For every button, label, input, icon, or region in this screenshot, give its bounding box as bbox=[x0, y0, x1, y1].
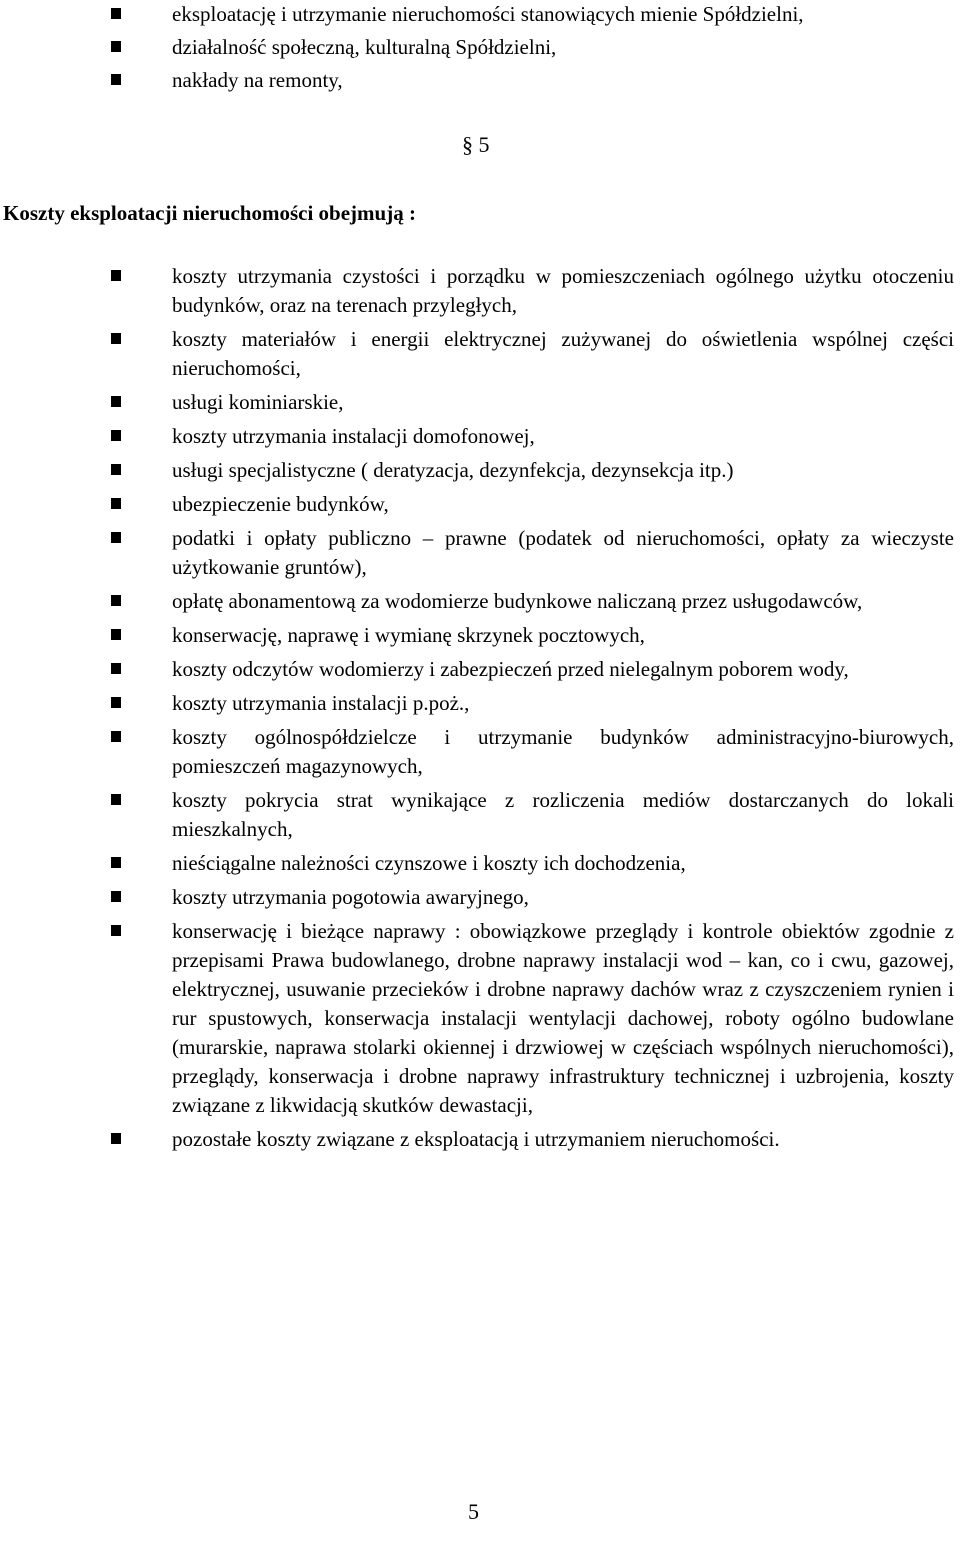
square-bullet-icon bbox=[111, 629, 121, 640]
square-bullet-icon bbox=[111, 697, 121, 708]
top-bullet-list bbox=[0, 0, 960, 99]
square-bullet-icon bbox=[111, 498, 121, 509]
list-item: koszty utrzymania pogotowia awaryjnego, bbox=[0, 883, 960, 912]
costs-bullet-list bbox=[0, 262, 960, 1159]
list-item: konserwację, naprawę i wymianę skrzynek pocztowych, bbox=[0, 621, 960, 650]
list-item: podatki i opłaty publiczno – prawne (podatek od nieruchomości, opłaty za wieczyste użytkowanie gruntów), bbox=[0, 524, 960, 582]
list-item: usługi specjalistyczne ( deratyzacja, dezynfekcja, dezynsekcja itp.) bbox=[0, 456, 960, 485]
list-item: działalność społeczną, kulturalną Spółdzielni, bbox=[0, 33, 960, 62]
list-item: nakłady na remonty, bbox=[0, 66, 960, 95]
list-item: opłatę abonamentową za wodomierze budynkowe naliczaną przez usługodawców, bbox=[0, 587, 960, 616]
square-bullet-icon bbox=[111, 464, 121, 475]
square-bullet-icon bbox=[111, 41, 121, 52]
list-item: eksploatację i utrzymanie nieruchomości stanowiących mienie Spółdzielni, bbox=[0, 0, 960, 29]
list-item: konserwację i bieżące naprawy : obowiązkowe przeglądy i kontrole obiektów zgodnie z przepisami Prawa budowlanego, drobne naprawy instalacji wod – kan, co i cwu, gazowej, elektrycznej, usuwanie przecieków i drobne naprawy dachów wraz z czyszczeniem rynien i rur spustowych, konserwacja instalacji wentylacji dachowej, roboty ogólno budowlane (murarskie, naprawa stolarki okiennej i drzwiowej w częściach wspólnych nieruchomości), przeglądy, konserwacja i drobne naprawy infrastruktury technicznej i uzbrojenia, koszty związane z likwidacją skutków dewastacji, bbox=[0, 917, 960, 1120]
list-item: koszty materiałów i energii elektrycznej zużywanej do oświetlenia wspólnej części nieruchomości, bbox=[0, 325, 960, 383]
square-bullet-icon bbox=[111, 532, 121, 543]
list-item: pozostałe koszty związane z eksploatacją i utrzymaniem nieruchomości. bbox=[0, 1125, 960, 1154]
list-item: koszty pokrycia strat wynikające z rozliczenia mediów dostarczanych do lokali mieszkalnych, bbox=[0, 786, 960, 844]
section-heading: Koszty eksploatacji nieruchomości obejmują : bbox=[3, 201, 416, 225]
list-item: koszty odczytów wodomierzy i zabezpieczeń przed nielegalnym poborem wody, bbox=[0, 655, 960, 684]
square-bullet-icon bbox=[111, 595, 121, 606]
square-bullet-icon bbox=[111, 396, 121, 407]
list-item: ubezpieczenie budynków, bbox=[0, 490, 960, 519]
list-item: usługi kominiarskie, bbox=[0, 388, 960, 417]
list-item: nieściągalne należności czynszowe i koszty ich dochodzenia, bbox=[0, 849, 960, 878]
square-bullet-icon bbox=[111, 794, 121, 805]
page-number: 5 bbox=[468, 1499, 479, 1524]
square-bullet-icon bbox=[111, 663, 121, 674]
square-bullet-icon bbox=[111, 8, 121, 19]
square-bullet-icon bbox=[111, 333, 121, 344]
list-item: koszty utrzymania czystości i porządku w pomieszczeniach ogólnego użytku otoczeniu budynków, oraz na terenach przyległych, bbox=[0, 262, 960, 320]
square-bullet-icon bbox=[111, 925, 121, 936]
section-number: § 5 bbox=[462, 132, 490, 157]
square-bullet-icon bbox=[111, 74, 121, 85]
list-item: koszty utrzymania instalacji domofonowej, bbox=[0, 422, 960, 451]
list-item: koszty utrzymania instalacji p.poż., bbox=[0, 689, 960, 718]
square-bullet-icon bbox=[111, 731, 121, 742]
square-bullet-icon bbox=[111, 857, 121, 868]
square-bullet-icon bbox=[111, 891, 121, 902]
list-item: koszty ogólnospółdzielcze i utrzymanie budynków administracyjno-biurowych, pomieszczeń magazynowych, bbox=[0, 723, 960, 781]
square-bullet-icon bbox=[111, 430, 121, 441]
square-bullet-icon bbox=[111, 270, 121, 281]
square-bullet-icon bbox=[111, 1133, 121, 1144]
